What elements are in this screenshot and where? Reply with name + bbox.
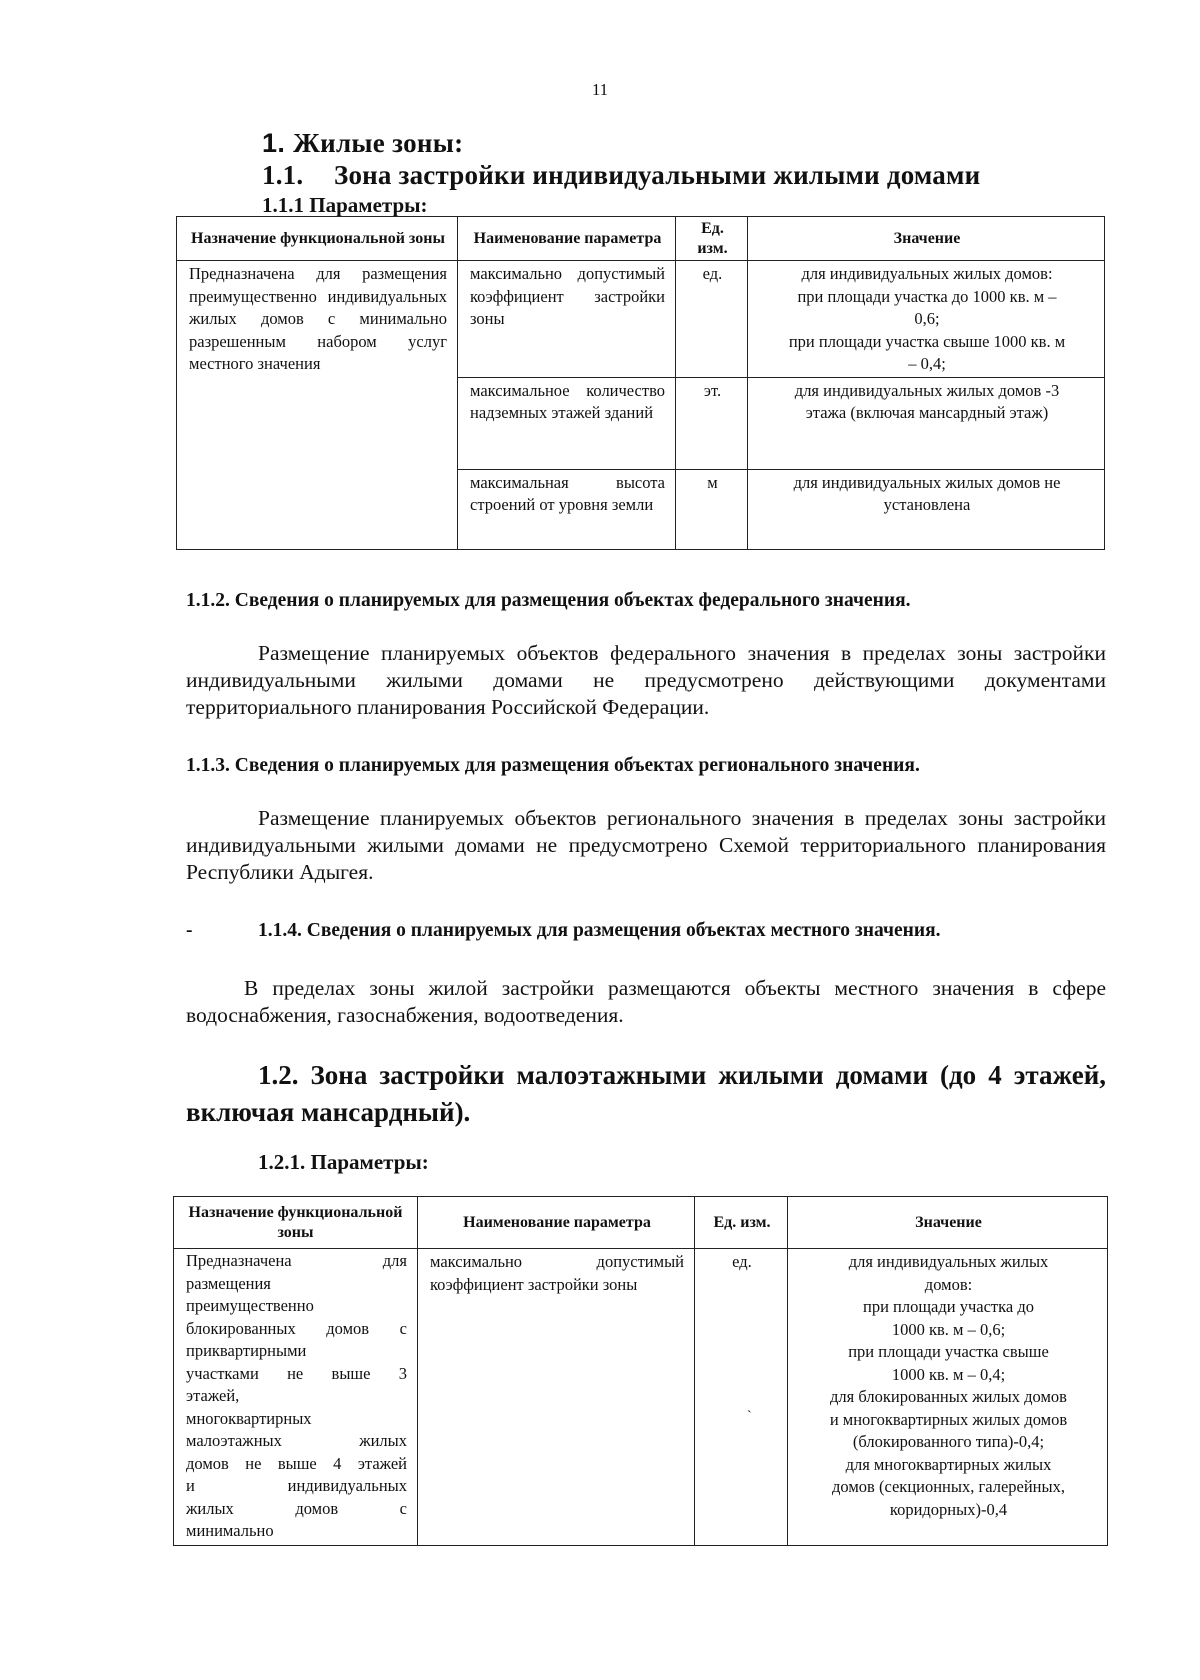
page-number: 11 bbox=[591, 80, 609, 99]
value-line: и многоквартирных жилых домов bbox=[829, 1409, 1068, 1429]
value-line: этажа (включая мансардный этаж) bbox=[805, 403, 1049, 422]
value-line: 0,6; bbox=[914, 309, 940, 328]
parameters-table-2 bbox=[173, 1196, 1108, 1546]
table-row bbox=[174, 1249, 1108, 1546]
section-1-1-2-text: Размещение планируемых объектов федерального значения в пределах зоны застройки индивидуальными жилыми домами не предусмотрено действующими документами территориального планирования Российской Федерации. bbox=[186, 641, 1106, 719]
purpose-line: Предназначена для bbox=[186, 1251, 407, 1270]
header-zone-purpose: Назначение функциональной зоны bbox=[174, 1197, 418, 1249]
section-1-1-4-title-text: 1.1.4. Сведения о планируемых для размещения объектах местного значения. bbox=[258, 920, 941, 941]
value-line: для многоквартирных жилых bbox=[845, 1454, 1052, 1474]
header-zone-purpose: Назначение функциональной зоны bbox=[177, 217, 458, 261]
value-line: для индивидуальных жилых домов: bbox=[801, 264, 1053, 283]
purpose-line: блокированных домов с bbox=[186, 1318, 407, 1338]
purpose-line: малоэтажных жилых bbox=[186, 1431, 407, 1450]
value-line: для блокированных жилых домов bbox=[830, 1387, 1067, 1406]
header-parameter-name: Наименование параметра bbox=[458, 217, 676, 261]
value-cell bbox=[748, 261, 1105, 378]
unit-cell bbox=[695, 1249, 788, 1546]
table-row bbox=[177, 261, 1105, 378]
value-line: 1000 кв. м – 0,4; bbox=[891, 1364, 1006, 1384]
parameters-table-1 bbox=[176, 216, 1105, 550]
value-line: коридорных)-0,4 bbox=[889, 1499, 1008, 1519]
header-value: Значение bbox=[788, 1197, 1108, 1249]
heading2-number: 1.1. bbox=[262, 160, 304, 190]
purpose-line: жилых домов с bbox=[186, 1498, 407, 1518]
list-dash: - bbox=[186, 920, 193, 941]
section-1-1-3-title: 1.1.3. Сведения о планируемых для размещения объектах регионального значения. bbox=[186, 755, 920, 776]
value-line: для индивидуальных жилых домов не bbox=[793, 472, 1061, 492]
purpose-line: минимально bbox=[186, 1521, 274, 1540]
section-1-1-2-title: 1.1.2. Сведения о планируемых для размещения объектах федерального значения. bbox=[186, 590, 911, 611]
purpose-line: преимущественно bbox=[186, 1296, 314, 1315]
heading-residential-zones bbox=[262, 128, 463, 159]
value-line: при площади участка до 1000 кв. м – bbox=[797, 286, 1057, 306]
unit-cell: эт. bbox=[676, 377, 748, 469]
section-1-2-1-title: 1.2.1. Параметры: bbox=[258, 1150, 429, 1174]
value-line: (блокированного типа)-0,4; bbox=[852, 1432, 1045, 1451]
value-line: домов (секционных, галерейных, bbox=[832, 1477, 1065, 1496]
heading1-number: 1. bbox=[262, 128, 286, 158]
unit-cell: м bbox=[676, 469, 748, 549]
heading-parameters: 1.1.1 Параметры: bbox=[262, 193, 428, 217]
parameter-cell: максимальная высота строений от уровня земли bbox=[458, 469, 676, 549]
value-cell bbox=[748, 469, 1105, 549]
value-line: 1000 кв. м – 0,6; bbox=[891, 1319, 1006, 1339]
heading1-text: Жилые зоны: bbox=[293, 128, 464, 158]
value-line: – 0,4; bbox=[908, 354, 946, 373]
section-1-1-4-text: В пределах зоны жилой застройки размещаются объекты местного значения в сфере водоснабжения, газоснабжения, водоотведения. bbox=[186, 976, 1106, 1027]
heading-individual-housing-zone bbox=[262, 160, 980, 191]
purpose-line: размещения bbox=[186, 1273, 271, 1293]
unit-text: ед. bbox=[732, 1252, 752, 1271]
header-parameter-name: Наименование параметра bbox=[418, 1197, 695, 1249]
value-line: домов: bbox=[924, 1274, 973, 1294]
zone-purpose-cell bbox=[174, 1249, 418, 1546]
unit-cell: ед. bbox=[676, 261, 748, 378]
parameter-cell: максимально допустимый коэффициент застройки зоны bbox=[458, 261, 676, 378]
heading2-text: Зона застройки индивидуальными жилыми домами bbox=[334, 160, 981, 190]
table-header-row bbox=[177, 217, 1105, 261]
purpose-line: участками не выше 3 bbox=[186, 1363, 407, 1383]
value-line: установлена bbox=[883, 495, 971, 514]
value-cell bbox=[788, 1249, 1108, 1546]
purpose-line: многоквартирных bbox=[186, 1408, 312, 1428]
value-line: при площади участка свыше 1000 кв. м bbox=[788, 331, 1066, 351]
zone-purpose-cell: Предназначена для размещения преимущественно индивидуальных жилых домов с минимально разрешенным набором услуг местного значения bbox=[177, 261, 458, 550]
purpose-line: приквартирными bbox=[186, 1341, 307, 1360]
value-line: при площади участка свыше bbox=[848, 1342, 1049, 1361]
scan-mark: ` bbox=[747, 1409, 752, 1424]
section-1-1-4-title bbox=[186, 918, 1106, 944]
header-value: Значение bbox=[748, 217, 1105, 261]
parameter-cell: максимально допустимый коэффициент застройки зоны bbox=[418, 1249, 695, 1546]
value-cell bbox=[748, 377, 1105, 469]
value-line: при площади участка до bbox=[863, 1297, 1034, 1316]
purpose-line: этажей, bbox=[186, 1386, 240, 1405]
parameter-cell: максимальное количество надземных этажей зданий bbox=[458, 377, 676, 469]
purpose-line: домов не выше 4 этажей bbox=[186, 1453, 407, 1473]
value-line: для индивидуальных жилых домов -3 bbox=[794, 380, 1060, 400]
header-unit: Ед. изм. bbox=[695, 1197, 788, 1249]
value-line: для индивидуальных жилых bbox=[848, 1252, 1049, 1271]
header-unit: Ед. изм. bbox=[676, 217, 748, 261]
section-1-2-title: 1.2. Зона застройки малоэтажными жилыми домами (до 4 этажей, включая мансардный). bbox=[186, 1060, 1106, 1127]
purpose-line: и индивидуальных bbox=[186, 1476, 407, 1495]
section-1-1-3-text: Размещение планируемых объектов регионального значения в пределах зоны застройки индивидуальными жилыми домами не предусмотрено Схемой территориального планирования Республики Адыгея. bbox=[186, 806, 1106, 884]
table-header-row bbox=[174, 1197, 1108, 1249]
